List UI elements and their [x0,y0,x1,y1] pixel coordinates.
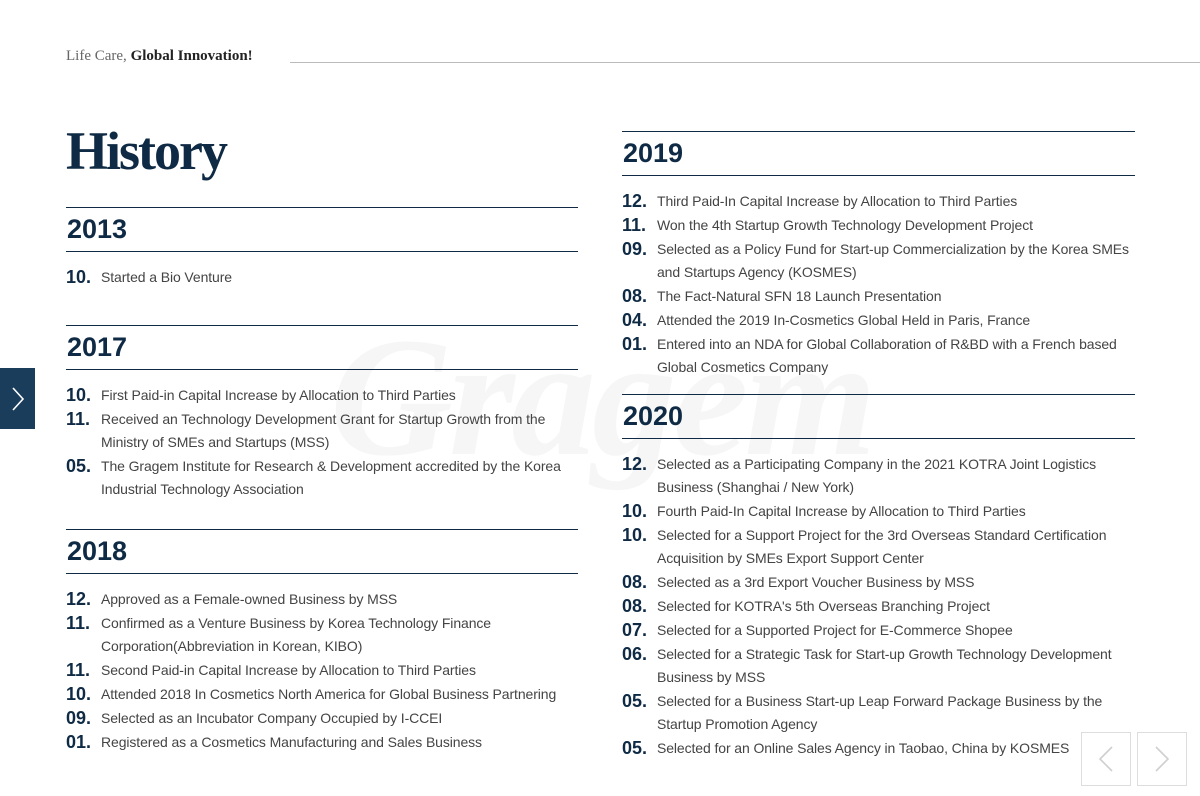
event-text: The Gragem Institute for Research & Development accredited by the Korea Industrial Technology Association [101,458,561,497]
event-text: Approved as a Female-owned Business by MSS [101,591,398,607]
event-month: 08. [622,596,648,616]
event-month: 11. [66,613,91,633]
event-month: 11. [622,215,647,235]
timeline-event [66,455,578,501]
event-list [622,190,1135,379]
timeline-event [622,690,1135,736]
timeline-event [622,285,1135,308]
event-month: 05. [622,738,648,758]
side-menu-tab[interactable] [0,368,35,429]
next-page-button[interactable] [1137,732,1187,786]
event-month: 10. [66,684,92,704]
event-text: Selected for KOTRA's 5th Overseas Branching Project [657,598,990,614]
event-month: 09. [622,239,648,259]
event-text: Third Paid-In Capital Increase by Allocation to Third Parties [657,193,1018,209]
year-heading: 2017 [66,325,578,370]
year-block-2018 [66,529,578,755]
event-text: Registered as a Cosmetics Manufacturing and Sales Business [101,734,482,750]
event-month: 04. [622,310,648,330]
timeline-event [622,190,1135,213]
event-month: 09. [66,708,92,728]
event-month: 10. [66,267,92,287]
page-title: History [66,121,226,181]
event-month: 10. [66,385,92,405]
event-list [622,453,1135,760]
event-month: 08. [622,572,648,592]
year-block-2017 [66,325,578,502]
event-text: Attended the 2019 In-Cosmetics Global Held in Paris, France [657,312,1031,328]
year-heading: 2018 [66,529,578,574]
event-month: 01. [622,334,648,354]
event-month: 08. [622,286,648,306]
event-text: Selected for a Strategic Task for Start-up Growth Technology Development Business by MSS [657,646,1112,685]
timeline-event [66,266,578,289]
event-text: The Fact-Natural SFN 18 Launch Presentation [657,288,942,304]
event-month: 11. [66,660,91,680]
timeline-event [66,612,578,658]
event-text: Selected as a Participating Company in the 2021 KOTRA Joint Logistics Business (Shanghai / New York) [657,456,1097,495]
timeline-event [66,588,578,611]
event-month: 10. [622,525,648,545]
event-month: 12. [622,191,648,211]
event-text: Fourth Paid-In Capital Increase by Allocation to Third Parties [657,503,1026,519]
event-text: Confirmed as a Venture Business by Korea Technology Finance Corporation(Abbreviation in Korean, KIBO) [101,615,491,654]
event-month: 06. [622,644,648,664]
event-month: 12. [622,454,648,474]
timeline-event [622,643,1135,689]
timeline-event [622,595,1135,618]
prev-page-button[interactable] [1081,732,1131,786]
event-text: Selected for a Supported Project for E-Commerce Shopee [657,622,1013,638]
timeline-event [66,659,578,682]
event-month: 11. [66,409,91,429]
event-list [66,588,578,754]
timeline-event [622,214,1135,237]
year-block-2019 [622,131,1135,380]
event-text: Selected as a 3rd Export Voucher Business by MSS [657,574,975,590]
event-list [66,266,578,289]
year-block-2013 [66,207,578,290]
timeline-event [622,500,1135,523]
chevron-right-icon [1154,745,1170,773]
timeline-event [66,683,578,706]
timeline-event [622,571,1135,594]
event-text: Selected for a Support Project for the 3rd Overseas Standard Certification Acquisition by SMEs Export Support Center [657,527,1107,566]
year-heading: 2013 [66,207,578,252]
year-heading: 2020 [622,394,1135,439]
year-block-2020 [622,394,1135,761]
event-list [66,384,578,501]
event-text: Attended 2018 In Cosmetics North America for Global Business Partnering [101,686,557,702]
event-month: 12. [66,589,92,609]
event-text: Started a Bio Venture [101,269,232,285]
event-text: Won the 4th Startup Growth Technology Development Project [657,217,1033,233]
event-month: 01. [66,732,92,752]
event-text: Selected as a Policy Fund for Start-up Commercialization by the Korea SMEs and Startups Agency (KOSMES) [657,241,1129,280]
event-text: Received an Technology Development Grant for Startup Growth from the Ministry of SMEs and Startups (MSS) [101,411,546,450]
timeline-event [622,453,1135,499]
event-text: Second Paid-in Capital Increase by Allocation to Third Parties [101,662,476,678]
timeline-event [622,737,1135,760]
timeline-event [66,408,578,454]
timeline-event [622,333,1135,379]
timeline-event [66,384,578,407]
event-month: 10. [622,501,648,521]
event-month: 05. [66,456,92,476]
event-text: Entered into an NDA for Global Collaboration of R&BD with a French based Global Cosmetics Company [657,336,1117,375]
timeline-event [622,619,1135,642]
tagline-bold: Global Innovation! [130,48,253,64]
year-heading: 2019 [622,131,1135,176]
timeline-event [622,238,1135,284]
event-text: Selected for an Online Sales Agency in Taobao, China by KOSMES [657,740,1070,756]
event-text: First Paid-in Capital Increase by Allocation to Third Parties [101,387,456,403]
event-text: Selected as an Incubator Company Occupied by I-CCEI [101,710,443,726]
tagline [66,48,253,65]
event-month: 07. [622,620,648,640]
timeline-event [66,707,578,730]
timeline-event [622,524,1135,570]
event-text: Selected for a Business Start-up Leap Forward Package Business by the Startup Promotion Agency [657,693,1103,732]
timeline-event [66,731,578,754]
tagline-light: Life Care, [66,48,127,64]
timeline-event [622,309,1135,332]
chevron-right-icon [11,386,25,412]
chevron-left-icon [1098,745,1114,773]
event-month: 05. [622,691,648,711]
tagline-divider [290,62,1200,63]
